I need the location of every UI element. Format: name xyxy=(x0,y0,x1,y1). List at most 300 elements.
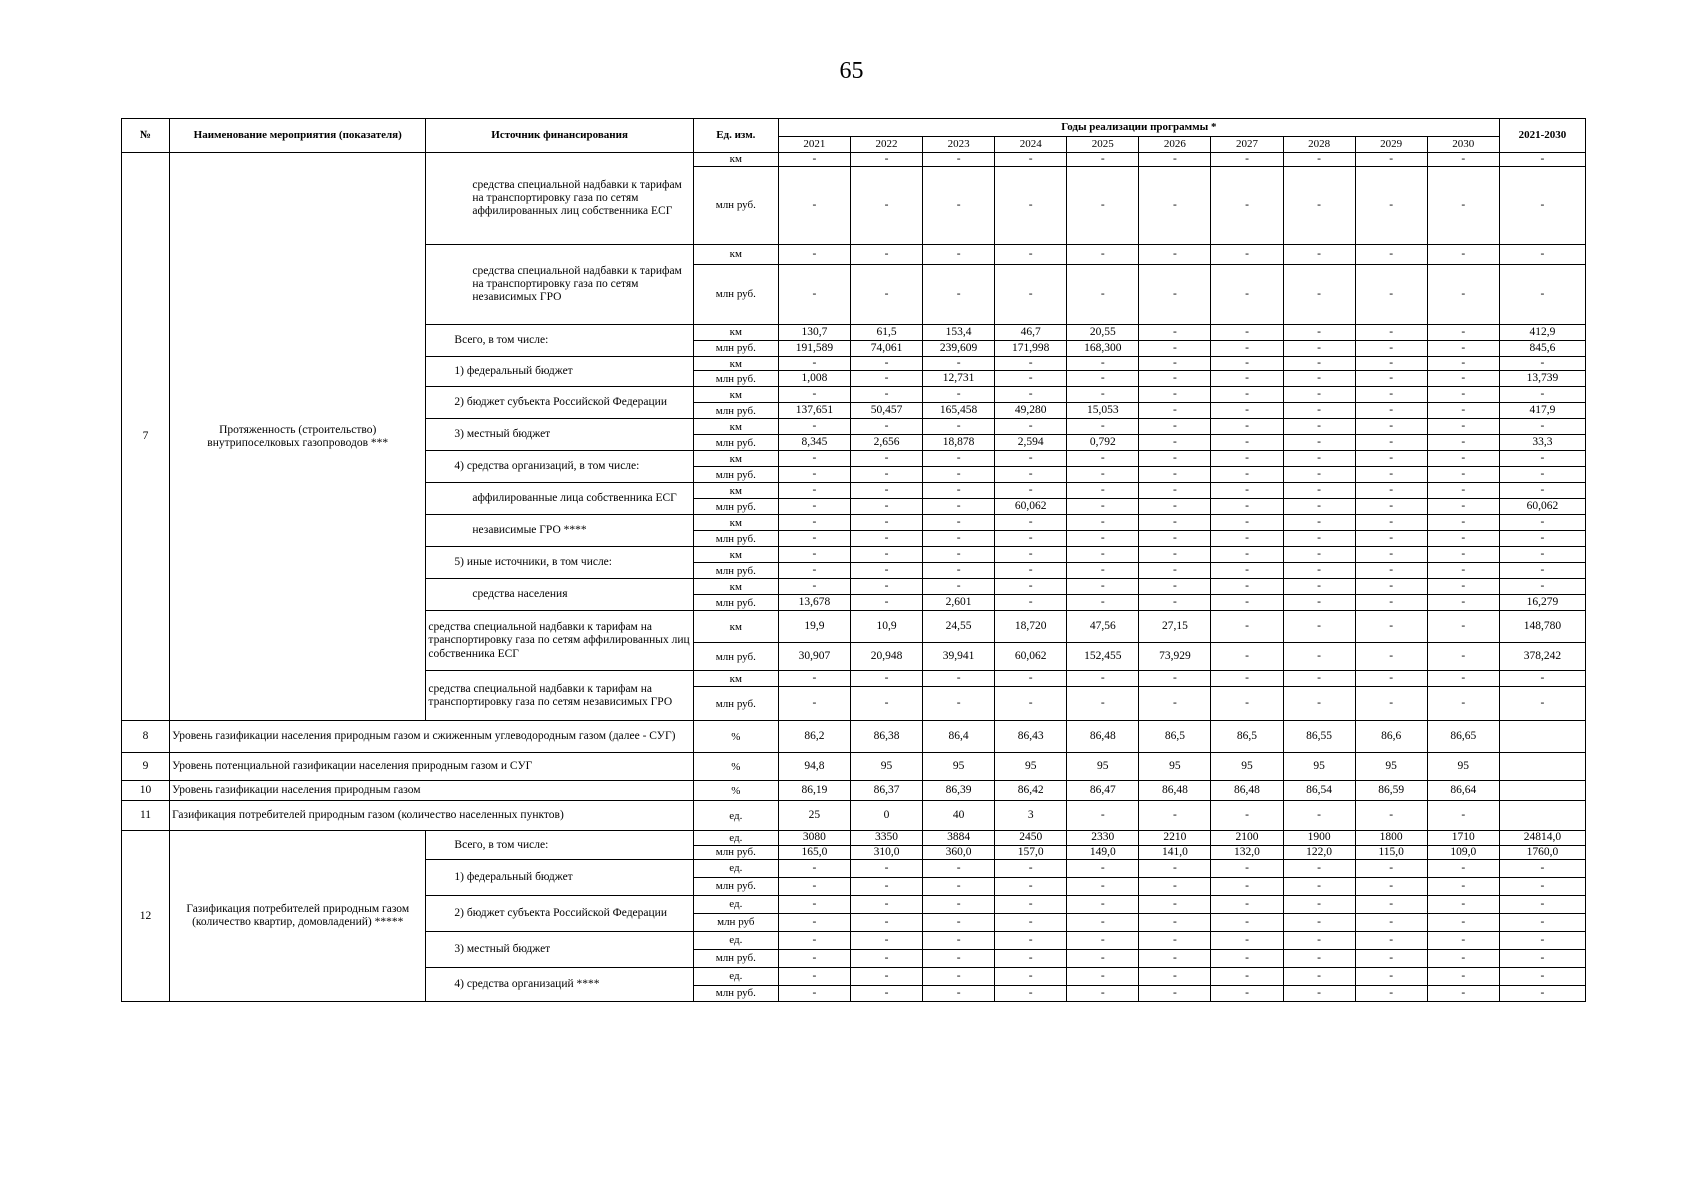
year-value: - xyxy=(1427,167,1499,245)
year-value: - xyxy=(923,949,995,967)
unit-cell: млн руб. xyxy=(693,467,778,483)
year-value: - xyxy=(1139,801,1211,831)
indicator-name: Уровень газификации населения природным газом xyxy=(170,781,694,801)
year-value: - xyxy=(778,419,850,435)
year-value: - xyxy=(923,387,995,403)
year-value: - xyxy=(1067,245,1139,265)
unit-cell: км xyxy=(693,153,778,167)
year-value: - xyxy=(995,877,1067,895)
year-value: - xyxy=(850,967,922,985)
year-value: - xyxy=(778,531,850,547)
year-value: - xyxy=(995,245,1067,265)
year-value: - xyxy=(1067,985,1139,1001)
unit-cell: км xyxy=(693,387,778,403)
year-value: - xyxy=(995,985,1067,1001)
unit-cell: ед. xyxy=(693,859,778,877)
unit-cell: млн руб. xyxy=(693,265,778,325)
year-value: - xyxy=(923,931,995,949)
header-year: 2024 xyxy=(995,137,1067,153)
year-value: - xyxy=(1283,515,1355,531)
year-value: 12,731 xyxy=(923,371,995,387)
year-value: - xyxy=(995,931,1067,949)
year-value: - xyxy=(850,153,922,167)
year-value: - xyxy=(923,531,995,547)
year-value: - xyxy=(1427,643,1499,671)
year-value: - xyxy=(1067,547,1139,563)
year-value: - xyxy=(1283,985,1355,1001)
year-value: - xyxy=(1427,515,1499,531)
year-value: 310,0 xyxy=(850,845,922,859)
year-value: 86,54 xyxy=(1283,781,1355,801)
year-value: 20,55 xyxy=(1067,325,1139,341)
year-value: - xyxy=(1283,341,1355,357)
year-value: - xyxy=(850,913,922,931)
year-value: 30,907 xyxy=(778,643,850,671)
header-year: 2021 xyxy=(778,137,850,153)
year-value: - xyxy=(778,913,850,931)
year-value: - xyxy=(1283,419,1355,435)
unit-cell: км xyxy=(693,671,778,687)
year-value: - xyxy=(1427,435,1499,451)
total-value: - xyxy=(1499,579,1585,595)
year-value: - xyxy=(778,167,850,245)
year-value: - xyxy=(1139,483,1211,499)
year-value: - xyxy=(1355,931,1427,949)
unit-cell: млн руб. xyxy=(693,949,778,967)
total-value: - xyxy=(1499,387,1585,403)
year-value: - xyxy=(850,245,922,265)
year-value: - xyxy=(1355,913,1427,931)
year-value: - xyxy=(850,859,922,877)
total-value xyxy=(1499,753,1585,781)
year-value: - xyxy=(995,579,1067,595)
table-row xyxy=(122,831,1586,845)
year-value: - xyxy=(1139,515,1211,531)
year-value: - xyxy=(1355,419,1427,435)
year-value: 171,998 xyxy=(995,341,1067,357)
year-value: - xyxy=(1427,949,1499,967)
funding-source: Всего, в том числе: xyxy=(426,831,693,859)
year-value: - xyxy=(1211,419,1283,435)
year-value: 86,6 xyxy=(1355,721,1427,753)
header-year: 2029 xyxy=(1355,137,1427,153)
year-value: - xyxy=(850,687,922,721)
unit-cell: км xyxy=(693,357,778,371)
year-value: - xyxy=(778,949,850,967)
year-value: - xyxy=(1211,371,1283,387)
year-value: - xyxy=(1355,547,1427,563)
year-value: - xyxy=(850,595,922,611)
year-value: - xyxy=(1139,403,1211,419)
year-value: - xyxy=(1427,245,1499,265)
year-value: - xyxy=(1283,153,1355,167)
year-value: 18,720 xyxy=(995,611,1067,643)
total-value: - xyxy=(1499,671,1585,687)
total-value: - xyxy=(1499,167,1585,245)
year-value: - xyxy=(850,547,922,563)
year-value: - xyxy=(1427,801,1499,831)
year-value: - xyxy=(1427,595,1499,611)
year-value: - xyxy=(1139,325,1211,341)
year-value: - xyxy=(923,419,995,435)
year-value: - xyxy=(1139,167,1211,245)
year-value: - xyxy=(1211,611,1283,643)
year-value: - xyxy=(1211,913,1283,931)
year-value: - xyxy=(1139,419,1211,435)
indicator-name: Уровень потенциальной газификации населения природным газом и СУГ xyxy=(170,753,694,781)
year-value: - xyxy=(850,563,922,579)
year-value: - xyxy=(1427,153,1499,167)
year-value: - xyxy=(778,859,850,877)
year-value: - xyxy=(1355,499,1427,515)
year-value: - xyxy=(1211,895,1283,913)
year-value: - xyxy=(778,515,850,531)
year-value: - xyxy=(1211,515,1283,531)
total-value: 845,6 xyxy=(1499,341,1585,357)
year-value: - xyxy=(1139,499,1211,515)
year-value: - xyxy=(778,499,850,515)
year-value: - xyxy=(1283,435,1355,451)
year-value: - xyxy=(1211,357,1283,371)
year-value: 47,56 xyxy=(1067,611,1139,643)
year-value: - xyxy=(1139,387,1211,403)
year-value: - xyxy=(1211,563,1283,579)
total-value: - xyxy=(1499,967,1585,985)
year-value: - xyxy=(923,877,995,895)
total-value: 378,242 xyxy=(1499,643,1585,671)
year-value: - xyxy=(778,265,850,325)
year-value: 3350 xyxy=(850,831,922,845)
funding-source: средства специальной надбавки к тарифам на транспортировку газа по сетям аффилированных лиц собственника ЕСГ xyxy=(426,153,693,245)
year-value: - xyxy=(995,265,1067,325)
funding-source: аффилированные лица собственника ЕСГ xyxy=(426,483,693,515)
year-value: - xyxy=(1139,547,1211,563)
total-value: 412,9 xyxy=(1499,325,1585,341)
row-number: 9 xyxy=(122,753,170,781)
year-value: - xyxy=(923,579,995,595)
unit-cell: млн руб. xyxy=(693,687,778,721)
year-value: 2,656 xyxy=(850,435,922,451)
funding-source: средства специальной надбавки к тарифам на транспортировку газа по сетям независимых ГРО xyxy=(426,245,693,325)
year-value: 141,0 xyxy=(1139,845,1211,859)
total-value: - xyxy=(1499,949,1585,967)
year-value: - xyxy=(1283,671,1355,687)
unit-cell: км xyxy=(693,483,778,499)
year-value: - xyxy=(850,895,922,913)
year-value: - xyxy=(850,531,922,547)
header-source: Источник финансирования xyxy=(426,119,693,153)
year-value: 86,2 xyxy=(778,721,850,753)
unit-cell: млн руб. xyxy=(693,403,778,419)
year-value: 24,55 xyxy=(923,611,995,643)
header-year: 2028 xyxy=(1283,137,1355,153)
year-value: - xyxy=(1067,579,1139,595)
total-value: 148,780 xyxy=(1499,611,1585,643)
unit-cell: млн руб. xyxy=(693,845,778,859)
year-value: - xyxy=(995,167,1067,245)
year-value: - xyxy=(1283,403,1355,419)
header-year: 2023 xyxy=(923,137,995,153)
header-total: 2021-2030 xyxy=(1499,119,1585,153)
year-value: 130,7 xyxy=(778,325,850,341)
unit-cell: % xyxy=(693,753,778,781)
year-value: - xyxy=(1211,403,1283,419)
year-value: - xyxy=(1067,153,1139,167)
year-value: - xyxy=(1283,167,1355,245)
year-value: 2,601 xyxy=(923,595,995,611)
year-value: 2330 xyxy=(1067,831,1139,845)
year-value: - xyxy=(1211,671,1283,687)
funding-source: 1) федеральный бюджет xyxy=(426,357,693,387)
year-value: 20,948 xyxy=(850,643,922,671)
table-row xyxy=(122,153,1586,167)
year-value: - xyxy=(1139,467,1211,483)
year-value: 152,455 xyxy=(1067,643,1139,671)
year-value: - xyxy=(1283,371,1355,387)
year-value: - xyxy=(1067,387,1139,403)
year-value: 19,9 xyxy=(778,611,850,643)
year-value: - xyxy=(1211,531,1283,547)
year-value: - xyxy=(923,547,995,563)
year-value: - xyxy=(923,985,995,1001)
year-value: - xyxy=(1283,595,1355,611)
year-value: - xyxy=(850,483,922,499)
year-value: - xyxy=(995,895,1067,913)
year-value: 73,929 xyxy=(1139,643,1211,671)
unit-cell: млн руб. xyxy=(693,499,778,515)
year-value: - xyxy=(1355,265,1427,325)
year-value: - xyxy=(1211,153,1283,167)
year-value: - xyxy=(995,547,1067,563)
unit-cell: ед. xyxy=(693,831,778,845)
year-value: 239,609 xyxy=(923,341,995,357)
year-value: - xyxy=(923,451,995,467)
year-value: - xyxy=(1427,467,1499,483)
total-value xyxy=(1499,801,1585,831)
year-value: - xyxy=(1283,859,1355,877)
year-value: - xyxy=(1139,531,1211,547)
year-value: - xyxy=(1139,967,1211,985)
year-value: - xyxy=(778,985,850,1001)
total-value: - xyxy=(1499,913,1585,931)
year-value: - xyxy=(923,859,995,877)
year-value: - xyxy=(1355,687,1427,721)
year-value: 86,65 xyxy=(1427,721,1499,753)
year-value: 95 xyxy=(1427,753,1499,781)
year-value: 1710 xyxy=(1427,831,1499,845)
year-value: - xyxy=(1355,985,1427,1001)
year-value: - xyxy=(1067,467,1139,483)
year-value: - xyxy=(1211,687,1283,721)
year-value: - xyxy=(1139,245,1211,265)
year-value: - xyxy=(995,451,1067,467)
unit-cell: млн руб xyxy=(693,913,778,931)
table-row xyxy=(122,801,1586,831)
row-number: 7 xyxy=(122,153,170,721)
year-value: - xyxy=(923,467,995,483)
year-value: 13,678 xyxy=(778,595,850,611)
unit-cell: км xyxy=(693,579,778,595)
year-value: 86,64 xyxy=(1427,781,1499,801)
year-value: 168,300 xyxy=(1067,341,1139,357)
year-value: - xyxy=(1355,403,1427,419)
header-year: 2030 xyxy=(1427,137,1499,153)
year-value: 95 xyxy=(923,753,995,781)
year-value: - xyxy=(1427,967,1499,985)
unit-cell: ед. xyxy=(693,801,778,831)
unit-cell: млн руб. xyxy=(693,341,778,357)
indicator-name: Протяженность (строительство) внутрипоселковых газопроводов *** xyxy=(170,153,426,721)
year-value: - xyxy=(778,387,850,403)
year-value: 50,457 xyxy=(850,403,922,419)
year-value: - xyxy=(995,967,1067,985)
unit-cell: км xyxy=(693,245,778,265)
year-value: - xyxy=(1283,931,1355,949)
year-value: - xyxy=(1211,167,1283,245)
total-value xyxy=(1499,781,1585,801)
unit-cell: ед. xyxy=(693,895,778,913)
year-value: - xyxy=(923,895,995,913)
year-value: - xyxy=(1067,595,1139,611)
year-value: 86,4 xyxy=(923,721,995,753)
unit-cell: млн руб. xyxy=(693,167,778,245)
indicator-name: Газификация потребителей природным газом (количество населенных пунктов) xyxy=(170,801,694,831)
year-value: - xyxy=(1283,687,1355,721)
year-value: - xyxy=(778,563,850,579)
year-value: 8,345 xyxy=(778,435,850,451)
total-value xyxy=(1499,721,1585,753)
total-value: - xyxy=(1499,467,1585,483)
header-name: Наименование мероприятия (показателя) xyxy=(170,119,426,153)
year-value: - xyxy=(995,859,1067,877)
year-value: - xyxy=(850,371,922,387)
year-value: - xyxy=(1139,949,1211,967)
year-value: - xyxy=(1427,985,1499,1001)
year-value: - xyxy=(995,153,1067,167)
total-value: 33,3 xyxy=(1499,435,1585,451)
year-value: - xyxy=(1211,499,1283,515)
year-value: - xyxy=(778,967,850,985)
year-value: - xyxy=(1427,483,1499,499)
year-value: 3080 xyxy=(778,831,850,845)
year-value: 95 xyxy=(1211,753,1283,781)
year-value: - xyxy=(1139,913,1211,931)
funding-source: независимые ГРО **** xyxy=(426,515,693,547)
year-value: - xyxy=(1355,895,1427,913)
year-value: - xyxy=(778,671,850,687)
year-value: - xyxy=(1355,515,1427,531)
funding-source: 2) бюджет субъекта Российской Федерации xyxy=(426,895,693,931)
year-value: - xyxy=(1427,671,1499,687)
total-value: - xyxy=(1499,877,1585,895)
total-value: - xyxy=(1499,531,1585,547)
unit-cell: км xyxy=(693,451,778,467)
year-value: - xyxy=(1211,643,1283,671)
year-value: - xyxy=(1427,931,1499,949)
total-value: - xyxy=(1499,859,1585,877)
year-value: 39,941 xyxy=(923,643,995,671)
year-value: - xyxy=(1283,801,1355,831)
year-value: 157,0 xyxy=(995,845,1067,859)
year-value: - xyxy=(1067,801,1139,831)
year-value: 2450 xyxy=(995,831,1067,845)
year-value: - xyxy=(1427,547,1499,563)
unit-cell: % xyxy=(693,721,778,753)
year-value: 86,5 xyxy=(1211,721,1283,753)
year-value: - xyxy=(1355,531,1427,547)
year-value: - xyxy=(1283,265,1355,325)
year-value: - xyxy=(778,579,850,595)
year-value: - xyxy=(1283,611,1355,643)
year-value: - xyxy=(1067,167,1139,245)
year-value: - xyxy=(995,531,1067,547)
year-value: 0,792 xyxy=(1067,435,1139,451)
year-value: 1,008 xyxy=(778,371,850,387)
year-value: - xyxy=(1427,403,1499,419)
year-value: - xyxy=(850,499,922,515)
year-value: - xyxy=(1427,877,1499,895)
total-value: - xyxy=(1499,985,1585,1001)
year-value: - xyxy=(1355,563,1427,579)
year-value: - xyxy=(1139,563,1211,579)
year-value: - xyxy=(1139,371,1211,387)
unit-cell: млн руб. xyxy=(693,371,778,387)
year-value: - xyxy=(1211,985,1283,1001)
year-value: - xyxy=(1067,483,1139,499)
year-value: - xyxy=(1211,801,1283,831)
funding-source: 4) средства организаций, в том числе: xyxy=(426,451,693,483)
year-value: 86,37 xyxy=(850,781,922,801)
year-value: - xyxy=(1355,579,1427,595)
header-year: 2026 xyxy=(1139,137,1211,153)
total-value: 24814,0 xyxy=(1499,831,1585,845)
year-value: - xyxy=(850,515,922,531)
unit-cell: ед. xyxy=(693,931,778,949)
year-value: - xyxy=(1283,499,1355,515)
year-value: 86,19 xyxy=(778,781,850,801)
year-value: - xyxy=(923,913,995,931)
year-value: - xyxy=(995,483,1067,499)
year-value: - xyxy=(923,167,995,245)
year-value: - xyxy=(1211,245,1283,265)
unit-cell: млн руб. xyxy=(693,595,778,611)
year-value: - xyxy=(923,515,995,531)
funding-source: 2) бюджет субъекта Российской Федерации xyxy=(426,387,693,419)
year-value: - xyxy=(1139,435,1211,451)
year-value: - xyxy=(1283,563,1355,579)
year-value: - xyxy=(850,167,922,245)
total-value: - xyxy=(1499,563,1585,579)
year-value: - xyxy=(1427,499,1499,515)
year-value: 40 xyxy=(923,801,995,831)
year-value: - xyxy=(1067,967,1139,985)
year-value: - xyxy=(1067,949,1139,967)
year-value: - xyxy=(850,985,922,1001)
year-value: 18,878 xyxy=(923,435,995,451)
table-row xyxy=(122,781,1586,801)
year-value: - xyxy=(1427,687,1499,721)
funding-source: 3) местный бюджет xyxy=(426,419,693,451)
year-value: - xyxy=(1067,451,1139,467)
unit-cell: км xyxy=(693,547,778,563)
year-value: - xyxy=(1355,245,1427,265)
year-value: - xyxy=(923,265,995,325)
year-value: 86,39 xyxy=(923,781,995,801)
year-value: - xyxy=(850,949,922,967)
year-value: - xyxy=(1283,451,1355,467)
year-value: - xyxy=(778,467,850,483)
total-value: 60,062 xyxy=(1499,499,1585,515)
